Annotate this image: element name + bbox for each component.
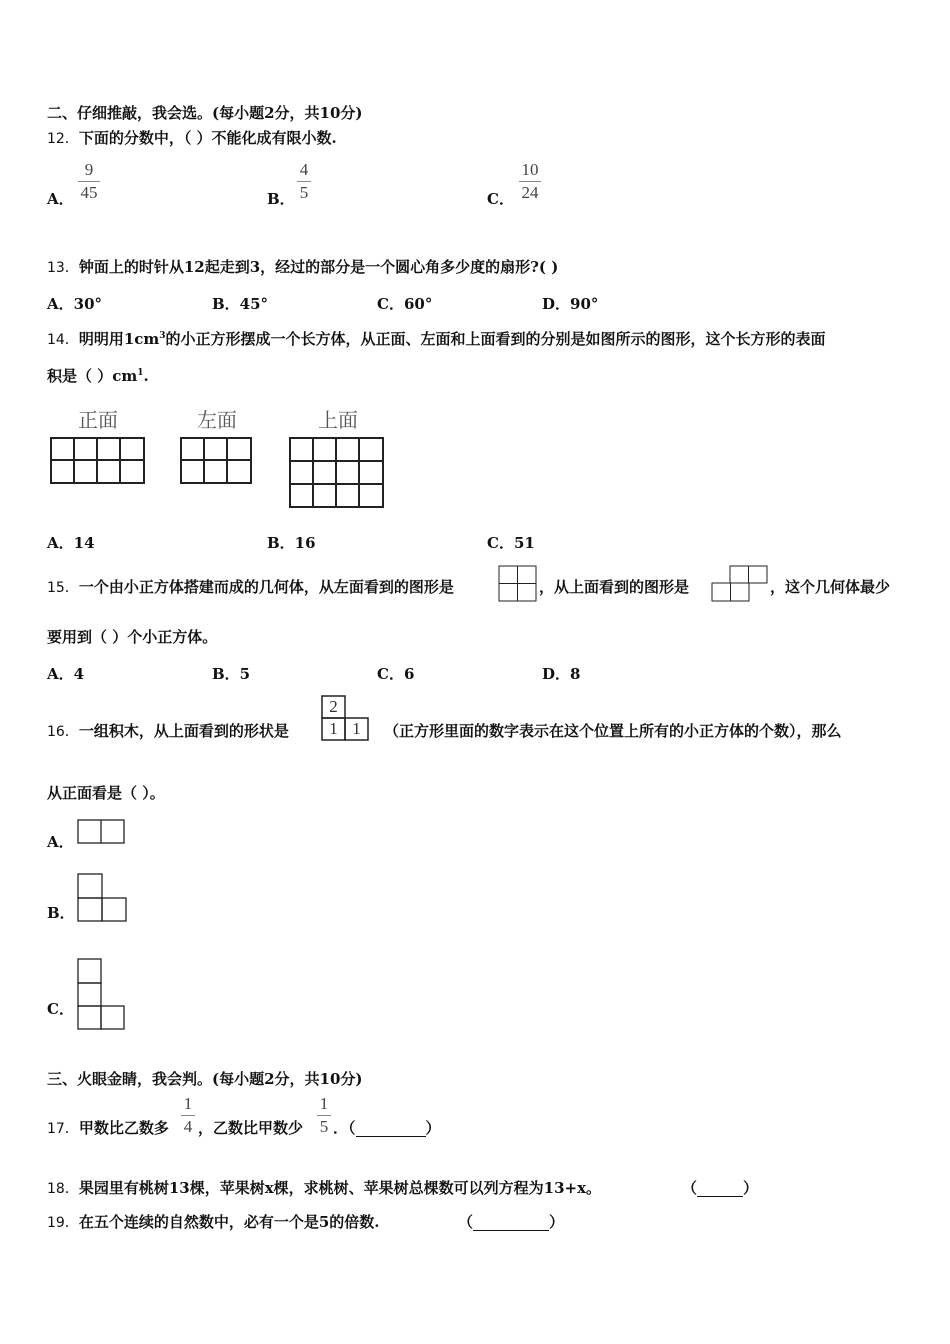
denominator: 4	[183, 1117, 193, 1136]
question-text-cont: 的小正方形摆成一个长方体，从正面、左面和上面看到的分别是如图所示的图形，这个长方形的表面	[165, 330, 826, 348]
question-text: 下面的分数中，（ ）不能化成有限小数.	[78, 129, 337, 147]
question-text: 积是（ ）cm	[47, 367, 138, 385]
denominator: 5	[299, 183, 309, 202]
fraction-bar	[181, 1115, 195, 1116]
option-b: B．16	[267, 534, 316, 552]
question-14	[47, 327, 826, 349]
question-number: 12．	[47, 131, 79, 147]
option-a: A．	[47, 190, 74, 208]
grid-number: 2	[329, 697, 338, 716]
question-15-line2: 要用到（ ）个小正方体。	[47, 628, 218, 646]
option-c: C．	[487, 190, 514, 208]
question-14-line2	[47, 364, 149, 385]
top-view-figure	[711, 565, 769, 603]
question-text: 明明用1cm	[78, 330, 160, 348]
answer-close: ）	[743, 1179, 759, 1197]
option-b: B．5	[212, 665, 251, 683]
fraction-bar	[519, 181, 541, 182]
question-number: 17．	[47, 1121, 79, 1137]
block-top-view	[320, 694, 370, 742]
option-c: C．	[47, 1000, 74, 1018]
question-17-mid: ，乙数比甲数少	[198, 1119, 304, 1137]
question-number: 15．	[47, 580, 79, 596]
question-18	[47, 1179, 601, 1198]
question-17-answer	[333, 1119, 441, 1137]
fraction-a	[78, 160, 100, 203]
grid-number: 1	[329, 719, 338, 738]
numerator: 9	[84, 160, 94, 179]
question-number: 16．	[47, 724, 79, 740]
option-b-figure	[77, 873, 129, 923]
question-18-answer	[682, 1179, 758, 1197]
question-16-end: （正方形里面的数字表示在这个位置上所有的小正方体的个数），那么	[384, 722, 842, 740]
question-16	[47, 722, 289, 741]
fraction-one-fifth	[317, 1094, 331, 1137]
top-view-grid	[289, 437, 385, 509]
option-c: C．60°	[377, 295, 433, 313]
superscript: 3	[159, 331, 166, 341]
question-number: 14．	[47, 332, 79, 348]
fraction-b	[297, 160, 311, 203]
option-b: B．45°	[212, 295, 269, 313]
denominator: 45	[80, 183, 98, 202]
numerator: 1	[319, 1094, 329, 1113]
option-c-figure	[77, 958, 127, 1032]
section-3-title: 三、火眼金睛，我会判。(每小题2分，共10分)	[47, 1070, 363, 1088]
question-text: 一个由小正方体搭建而成的几何体，从左面看到的图形是	[78, 578, 454, 596]
fraction-one-quarter	[181, 1094, 195, 1137]
answer-open: ．（	[333, 1119, 356, 1137]
question-15-mid: ，从上面看到的图形是	[539, 578, 690, 596]
question-15-end: ，这个几何体最少	[770, 578, 891, 596]
question-number: 19．	[47, 1215, 79, 1231]
answer-blank[interactable]	[356, 1136, 426, 1137]
front-view-grid	[50, 437, 146, 485]
caption-front: 正面	[78, 408, 118, 432]
denominator: 24	[521, 183, 539, 202]
option-a: A．14	[47, 534, 95, 552]
option-d: D．90°	[542, 295, 599, 313]
answer-blank[interactable]	[473, 1230, 549, 1231]
numerator: 1	[183, 1094, 193, 1113]
option-d: D．8	[542, 665, 581, 683]
question-19-answer	[458, 1213, 564, 1231]
option-b: B．	[47, 904, 75, 922]
option-a: A．30°	[47, 295, 103, 313]
option-a-figure	[77, 819, 127, 845]
fraction-c	[519, 160, 541, 203]
question-text: 钟面上的时针从12起走到3，经过的部分是一个圆心角多少度的扇形?( )	[78, 258, 559, 276]
superscript: 1	[137, 368, 144, 378]
answer-blank[interactable]	[697, 1196, 743, 1197]
option-a: A．4	[47, 665, 85, 683]
option-b: B．	[267, 190, 295, 208]
fraction-bar	[297, 181, 311, 182]
denominator: 5	[319, 1117, 329, 1136]
question-text: 一组积木，从上面看到的形状是	[78, 722, 289, 740]
numerator: 10	[521, 160, 539, 179]
grid-number: 1	[352, 719, 361, 738]
fraction-bar	[317, 1115, 331, 1116]
option-c: C．6	[377, 665, 415, 683]
question-text: 甲数比乙数多	[78, 1119, 169, 1137]
question-19	[47, 1213, 380, 1232]
left-view-figure	[498, 565, 538, 603]
question-16-line2: 从正面看是（ ）。	[47, 784, 165, 802]
section-2-title: 二、仔细推敲，我会选。(每小题2分，共10分)	[47, 104, 363, 122]
fraction-bar	[78, 181, 100, 182]
question-text-end: .	[143, 367, 149, 385]
caption-left: 左面	[197, 408, 237, 432]
numerator: 4	[299, 160, 309, 179]
answer-close: ）	[425, 1119, 441, 1137]
question-text: 果园里有桃树13棵，苹果树x棵，求桃树、苹果树总棵数可以列方程为13+x。	[78, 1179, 602, 1197]
question-number: 13．	[47, 260, 79, 276]
left-view-grid	[180, 437, 253, 485]
question-number: 18．	[47, 1181, 79, 1197]
question-12	[47, 129, 337, 148]
answer-open: （	[458, 1213, 474, 1231]
question-17	[47, 1119, 169, 1138]
question-13	[47, 258, 558, 277]
option-a: A．	[47, 833, 74, 851]
caption-top: 上面	[318, 408, 358, 432]
option-c: C．51	[487, 534, 535, 552]
answer-close: ）	[549, 1213, 565, 1231]
answer-open: （	[682, 1179, 698, 1197]
question-15	[47, 578, 454, 597]
question-text: 在五个连续的自然数中，必有一个是5的倍数.	[78, 1213, 380, 1231]
